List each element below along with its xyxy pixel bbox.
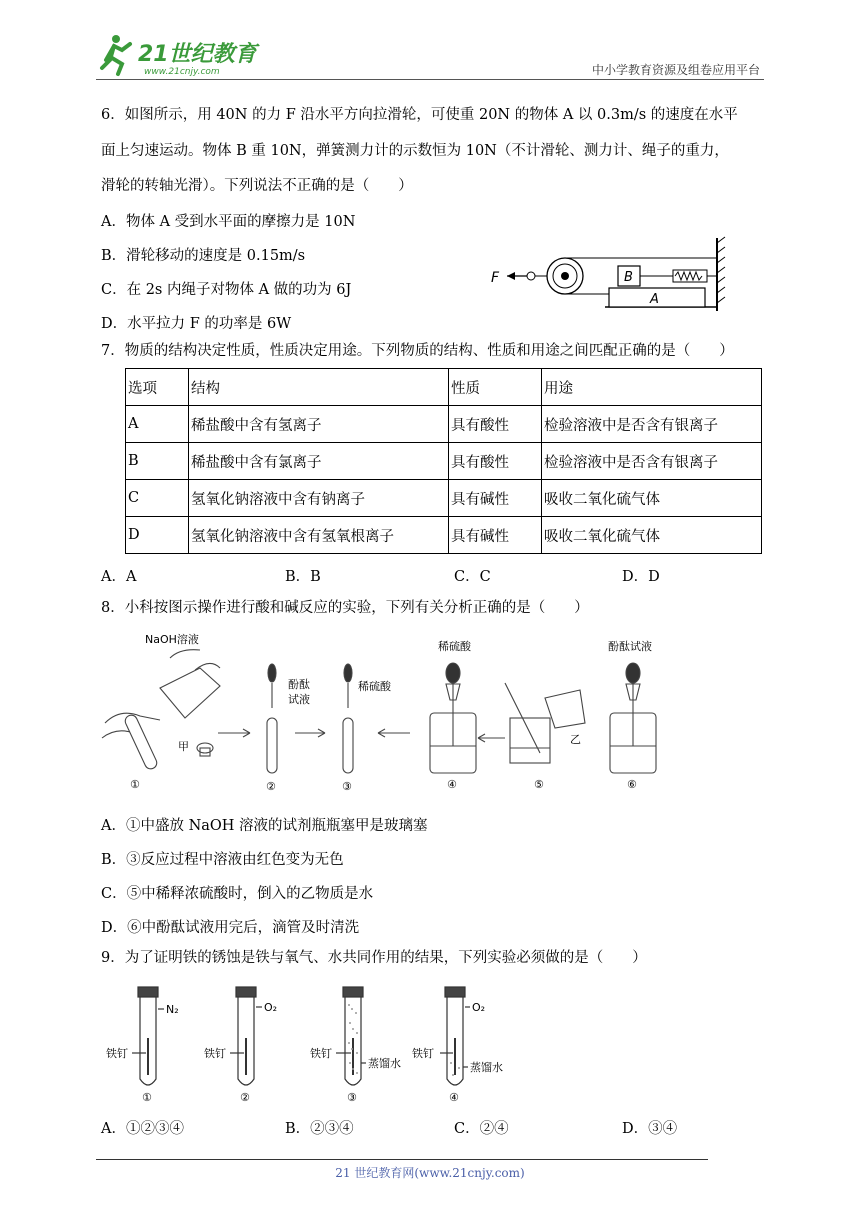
q6-option-a: A．物体 A 受到水平面的摩擦力是 10N — [101, 214, 356, 230]
table-cell: 氢氧化钠溶液中含有氢氧根离子 — [189, 517, 449, 554]
table-header-row — [126, 369, 762, 406]
q6-option-b: B．滑轮移动的速度是 0.15m/s — [101, 248, 306, 264]
q6-line-3: 滑轮的转轴光滑）。下列说法不正确的是（ ） — [101, 178, 413, 194]
table-cell: 氢氧化钠溶液中含有钠离子 — [189, 480, 449, 517]
q9-answer-c: C．②④ — [454, 1121, 509, 1137]
table-cell: 具有碱性 — [449, 517, 542, 554]
q6-option-c: C．在 2s 内绳子对物体 A 做的功为 6J — [101, 282, 352, 298]
tube-number: ④ — [449, 1091, 459, 1103]
q7-stem: 7．物质的结构决定性质，性质决定用途。下列物质的结构、性质和用途之间匹配正确的是（ ） — [101, 343, 734, 359]
table-cell: 吸收二氧化硫气体 — [542, 517, 762, 554]
step-number: ④ — [447, 778, 457, 791]
footer-text: 21 世纪教育网(www.21cnjy.com) — [335, 1166, 525, 1180]
q8-option-b: B．③反应过程中溶液由红色变为无色 — [101, 852, 344, 868]
q6-pulley-figure — [485, 233, 740, 317]
table-row — [126, 480, 762, 517]
table-row — [126, 406, 762, 443]
q9-stem: 9．为了证明铁的锈蚀是铁与氧气、水共同作用的结果，下列实验必须做的是（ ） — [101, 950, 647, 966]
platform-name: 中小学教育资源及组卷应用平台 — [591, 63, 760, 77]
q8-option-c: C．⑤中稀释浓硫酸时，倒入的乙物质是水 — [101, 886, 374, 902]
table-header-cell: 性质 — [449, 369, 542, 406]
label-b: B — [624, 270, 633, 285]
q9-test-tubes-figure — [100, 983, 520, 1107]
table-cell: 检验溶液中是否含有银离子 — [542, 406, 762, 443]
table-cell: B — [126, 443, 189, 480]
q9-answer-a: A．①②③④ — [101, 1121, 184, 1137]
label-a: A — [650, 292, 659, 307]
label-yi: 乙 — [570, 733, 581, 746]
label-nail: 铁钉 — [412, 1047, 434, 1060]
logo-text: 21世纪教育 — [138, 42, 257, 67]
label-o2: O₂ — [264, 1001, 278, 1014]
step-number: ⑤ — [534, 778, 544, 791]
site-logo — [96, 30, 276, 80]
table-cell: C — [126, 480, 189, 517]
label-f: F — [491, 270, 500, 286]
tube-number: ② — [240, 1091, 250, 1103]
table-cell: 稀盐酸中含有氯离子 — [189, 443, 449, 480]
label-n2: N₂ — [166, 1003, 179, 1016]
table-cell: 具有碱性 — [449, 480, 542, 517]
step-number: ③ — [342, 780, 352, 793]
runner-icon — [102, 35, 130, 74]
table-header-cell: 结构 — [189, 369, 449, 406]
q7-answer-a: A．A — [101, 569, 137, 585]
label-naoh: NaOH溶液 — [145, 633, 199, 646]
label-jia: 甲 — [178, 740, 189, 753]
label-o2: O₂ — [472, 1001, 486, 1014]
step-number: ② — [266, 780, 276, 793]
table-row — [126, 517, 762, 554]
q7-table — [125, 368, 762, 554]
q6-line-2: 面上匀速运动。物体 B 重 10N，弹簧测力计的示数恒为 10N（不计滑轮、测力计、绳子的重力， — [101, 143, 729, 159]
label-phenol-2: 试液 — [288, 693, 310, 706]
table-cell: 检验溶液中是否含有银离子 — [542, 443, 762, 480]
header-divider — [96, 79, 764, 80]
q8-stem: 8．小科按图示操作进行酸和碱反应的实验，下列有关分析正确的是（ ） — [101, 600, 589, 616]
table-cell: 具有酸性 — [449, 443, 542, 480]
tube-number: ① — [142, 1091, 152, 1103]
label-dilute-acid-top: 稀硫酸 — [438, 640, 471, 653]
table-cell: D — [126, 517, 189, 554]
q8-option-d: D．⑥中酚酞试液用完后，滴管及时清洗 — [101, 920, 360, 936]
step-number: ⑥ — [627, 778, 637, 791]
table-row — [126, 443, 762, 480]
q7-answer-b: B．B — [285, 569, 321, 585]
label-phenol-top: 酚酞试液 — [608, 640, 652, 653]
label-distilled-water: 蒸馏水 — [368, 1057, 401, 1070]
label-phenol-1: 酚酞 — [288, 678, 310, 691]
label-nail: 铁钉 — [106, 1047, 128, 1060]
q8-option-a: A．①中盛放 NaOH 溶液的试剂瓶瓶塞甲是玻璃塞 — [101, 818, 428, 834]
table-cell: 具有酸性 — [449, 406, 542, 443]
q6-line-1: 6．如图所示，用 40N 的力 F 沿水平方向拉滑轮，可使重 20N 的物体 A 以 0.3m/s 的速度在水平 — [101, 107, 738, 123]
label-nail: 铁钉 — [310, 1047, 332, 1060]
q7-answer-c: C．C — [454, 569, 491, 585]
table-cell: 吸收二氧化硫气体 — [542, 480, 762, 517]
table-cell: 稀盐酸中含有氢离子 — [189, 406, 449, 443]
q9-answer-b: B．②③④ — [285, 1121, 354, 1137]
table-header-cell: 用途 — [542, 369, 762, 406]
step-number: ① — [130, 778, 140, 791]
label-distilled-water: 蒸馏水 — [470, 1061, 503, 1074]
q9-answer-d: D．③④ — [622, 1121, 678, 1137]
tube-number: ③ — [347, 1091, 357, 1103]
q6-option-d: D．水平拉力 F 的功率是 6W — [101, 316, 292, 332]
table-cell: A — [126, 406, 189, 443]
table-header-cell: 选项 — [126, 369, 189, 406]
q8-experiment-figure — [100, 628, 660, 802]
q7-answer-d: D．D — [622, 569, 660, 585]
footer-divider — [96, 1159, 708, 1160]
label-dilute-acid: 稀硫酸 — [358, 680, 391, 693]
label-nail: 铁钉 — [204, 1047, 226, 1060]
logo-url: www.21cnjy.com — [144, 67, 220, 77]
